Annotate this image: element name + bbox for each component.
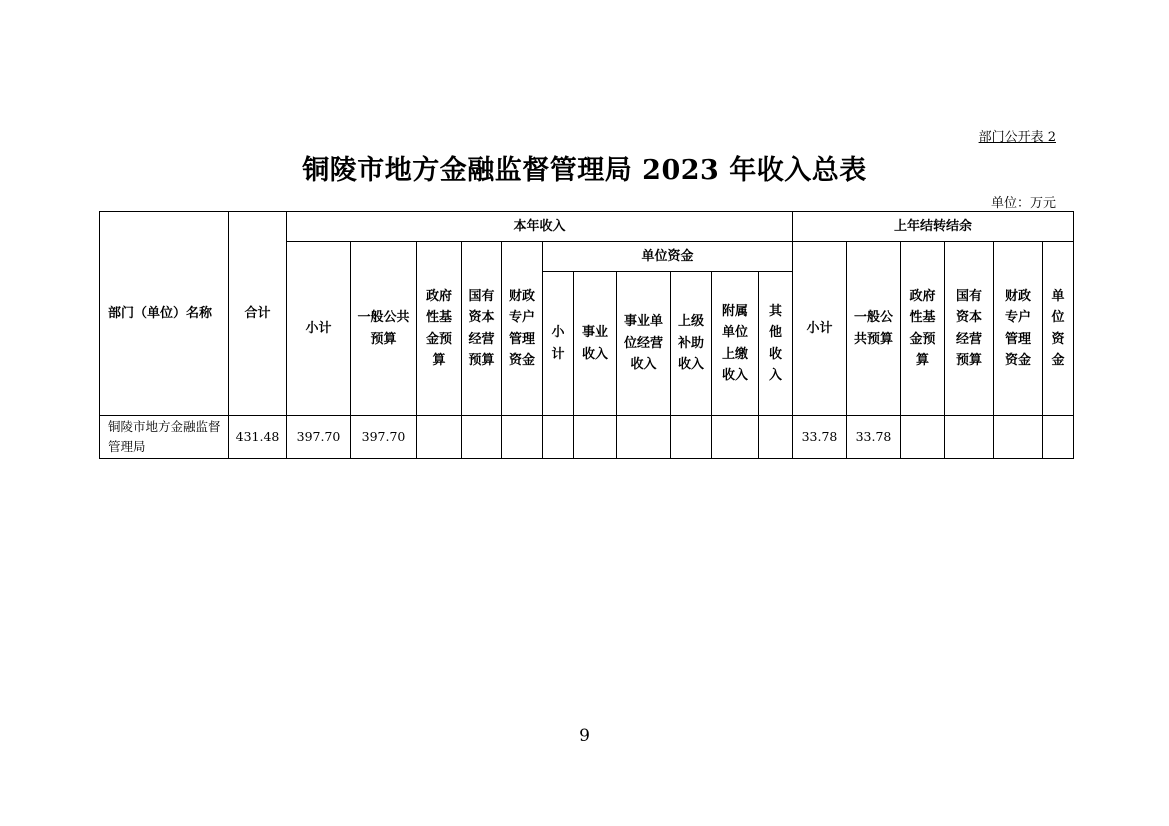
header-uf-subtotal: 小计 (543, 272, 574, 416)
cell-ly-gov-fund-budget (901, 416, 945, 459)
cell-uf-upper-subsidy-income (671, 416, 712, 459)
header-ly-gov-fund-budget: 政府性基金预算 (901, 242, 945, 416)
table-row (100, 416, 1074, 459)
header-ly-subtotal: 小计 (793, 242, 847, 416)
cell-ty-general-budget: 397.70 (351, 416, 417, 459)
header-dept-name: 部门（单位）名称 (100, 212, 229, 416)
cell-uf-other-income (759, 416, 793, 459)
header-ty-subtotal: 小计 (287, 242, 351, 416)
header-row-1 (100, 212, 1074, 242)
cell-uf-subtotal (543, 416, 574, 459)
cell-ly-subtotal: 33.78 (793, 416, 847, 459)
header-ty-state-capital-budget: 国有资本经营预算 (462, 242, 502, 416)
header-ty-gov-fund-budget: 政府性基金预算 (417, 242, 462, 416)
header-uf-business-unit-ops-income: 事业单位经营收入 (617, 272, 671, 416)
cell-ty-fiscal-special-funds (502, 416, 543, 459)
cell-uf-business-unit-ops-income (617, 416, 671, 459)
cell-ly-fiscal-special-funds (994, 416, 1043, 459)
header-uf-affiliated-unit-income: 附属单位上缴收入 (712, 272, 759, 416)
cell-uf-affiliated-unit-income (712, 416, 759, 459)
income-summary-table (99, 211, 1074, 459)
header-uf-upper-subsidy-income: 上级补助收入 (671, 272, 712, 416)
cell-ty-state-capital-budget (462, 416, 502, 459)
cell-ly-unit-funds (1043, 416, 1074, 459)
cell-dept-name: 铜陵市地方金融监督管理局 (100, 416, 229, 459)
document-reference: 部门公开表 2 (978, 130, 1056, 145)
header-unit-funds: 单位资金 (543, 242, 793, 272)
header-uf-business-income: 事业收入 (574, 272, 617, 416)
header-ly-fiscal-special-funds: 财政专户管理资金 (994, 242, 1043, 416)
unit-label: 单位：万元 (990, 196, 1056, 211)
header-ly-state-capital-budget: 国有资本经营预算 (945, 242, 994, 416)
header-ly-unit-funds: 单位资金 (1043, 242, 1074, 416)
document-title: 铜陵市地方金融监督管理局 2023 年收入总表 (302, 155, 867, 186)
cell-ly-state-capital-budget (945, 416, 994, 459)
page-number: 9 (579, 726, 590, 746)
cell-uf-business-income (574, 416, 617, 459)
header-ly-general-budget: 一般公共预算 (847, 242, 901, 416)
header-this-year-income: 本年收入 (287, 212, 793, 242)
cell-ty-gov-fund-budget (417, 416, 462, 459)
cell-total: 431.48 (229, 416, 287, 459)
header-ty-fiscal-special-funds: 财政专户管理资金 (502, 242, 543, 416)
header-uf-other-income: 其他收入 (759, 272, 793, 416)
header-last-year-carryover: 上年结转结余 (793, 212, 1074, 242)
header-ty-general-budget: 一般公共预算 (351, 242, 417, 416)
cell-ty-subtotal: 397.70 (287, 416, 351, 459)
header-total: 合计 (229, 212, 287, 416)
cell-ly-general-budget: 33.78 (847, 416, 901, 459)
